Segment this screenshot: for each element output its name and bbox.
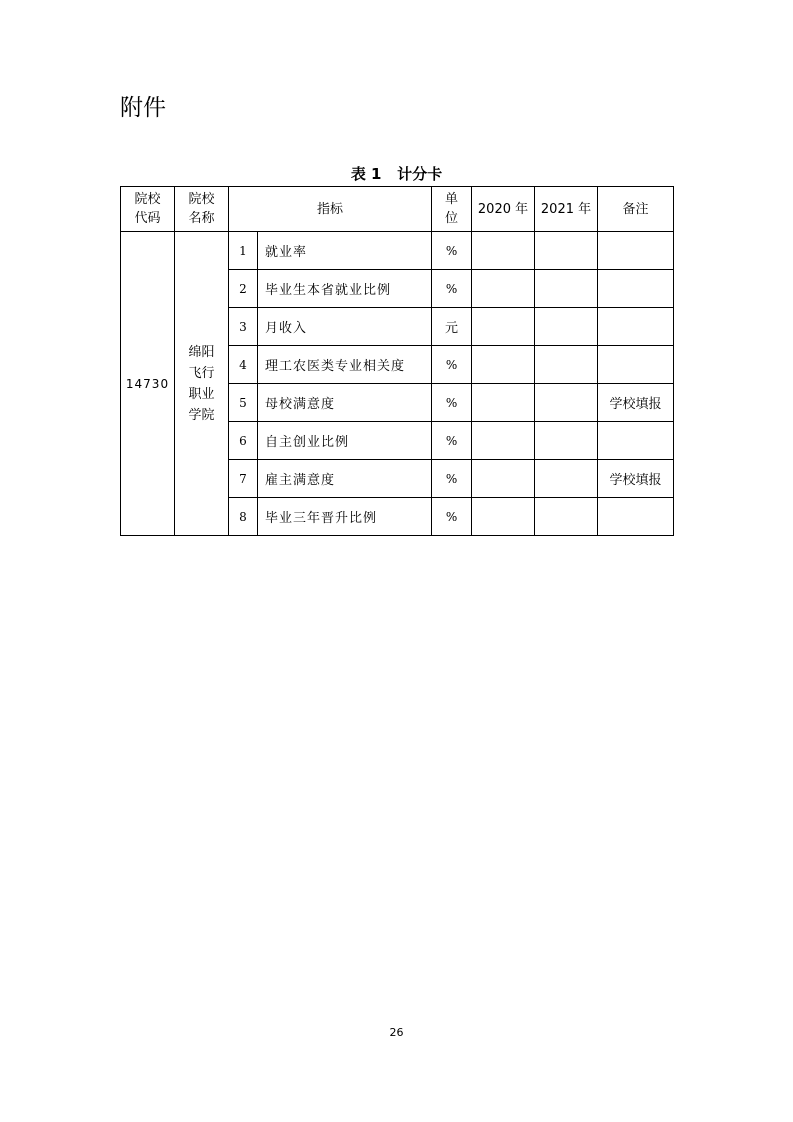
remark-cell xyxy=(598,422,674,460)
remark-cell xyxy=(598,498,674,536)
unit-cell: % xyxy=(432,498,472,536)
header-school-code: 院校 代码 xyxy=(121,187,175,232)
attachment-heading: 附件 xyxy=(120,95,166,121)
table-header-row xyxy=(121,187,674,232)
indicator-name: 月收入 xyxy=(258,308,432,346)
table-row xyxy=(121,232,674,270)
row-number: 8 xyxy=(229,498,258,536)
table-title: 表 1 计分卡 xyxy=(350,165,443,183)
page-number: 26 xyxy=(389,1026,404,1039)
value-2021-cell[interactable] xyxy=(535,422,598,460)
unit-cell: % xyxy=(432,422,472,460)
row-number: 2 xyxy=(229,270,258,308)
unit-cell: % xyxy=(432,270,472,308)
row-number: 7 xyxy=(229,460,258,498)
value-2020-cell[interactable] xyxy=(472,270,535,308)
value-2020-cell[interactable] xyxy=(472,308,535,346)
value-2020-cell[interactable] xyxy=(472,346,535,384)
value-2020-cell[interactable] xyxy=(472,384,535,422)
indicator-name: 就业率 xyxy=(258,232,432,270)
row-number: 3 xyxy=(229,308,258,346)
value-2020-cell[interactable] xyxy=(472,232,535,270)
unit-cell: % xyxy=(432,346,472,384)
remark-cell xyxy=(598,270,674,308)
remark-cell: 学校填报 xyxy=(598,384,674,422)
header-remarks: 备注 xyxy=(598,187,674,232)
row-number: 5 xyxy=(229,384,258,422)
value-2020-cell[interactable] xyxy=(472,422,535,460)
school-code-cell: 14730 xyxy=(121,232,175,536)
remark-cell xyxy=(598,232,674,270)
unit-cell: % xyxy=(432,232,472,270)
remark-cell xyxy=(598,346,674,384)
value-2021-cell[interactable] xyxy=(535,308,598,346)
value-2021-cell[interactable] xyxy=(535,460,598,498)
indicator-name: 毕业生本省就业比例 xyxy=(258,270,432,308)
value-2020-cell[interactable] xyxy=(472,460,535,498)
header-year-2020: 2020 年 xyxy=(472,187,535,232)
school-name-cell: 绵阳 飞行 职业 学院 xyxy=(175,232,229,536)
value-2021-cell[interactable] xyxy=(535,346,598,384)
value-2021-cell[interactable] xyxy=(535,270,598,308)
value-2021-cell[interactable] xyxy=(535,384,598,422)
row-number: 6 xyxy=(229,422,258,460)
unit-cell: 元 xyxy=(432,308,472,346)
header-year-2021: 2021 年 xyxy=(535,187,598,232)
row-number: 4 xyxy=(229,346,258,384)
unit-cell: % xyxy=(432,384,472,422)
header-school-name: 院校 名称 xyxy=(175,187,229,232)
value-2020-cell[interactable] xyxy=(472,498,535,536)
indicator-name: 母校满意度 xyxy=(258,384,432,422)
value-2021-cell[interactable] xyxy=(535,232,598,270)
indicator-name: 毕业三年晋升比例 xyxy=(258,498,432,536)
score-card-table xyxy=(120,186,674,536)
header-indicator: 指标 xyxy=(229,187,432,232)
indicator-name: 雇主满意度 xyxy=(258,460,432,498)
remark-cell xyxy=(598,308,674,346)
header-unit: 单 位 xyxy=(432,187,472,232)
value-2021-cell[interactable] xyxy=(535,498,598,536)
remark-cell: 学校填报 xyxy=(598,460,674,498)
row-number: 1 xyxy=(229,232,258,270)
indicator-name: 自主创业比例 xyxy=(258,422,432,460)
indicator-name: 理工农医类专业相关度 xyxy=(258,346,432,384)
unit-cell: % xyxy=(432,460,472,498)
